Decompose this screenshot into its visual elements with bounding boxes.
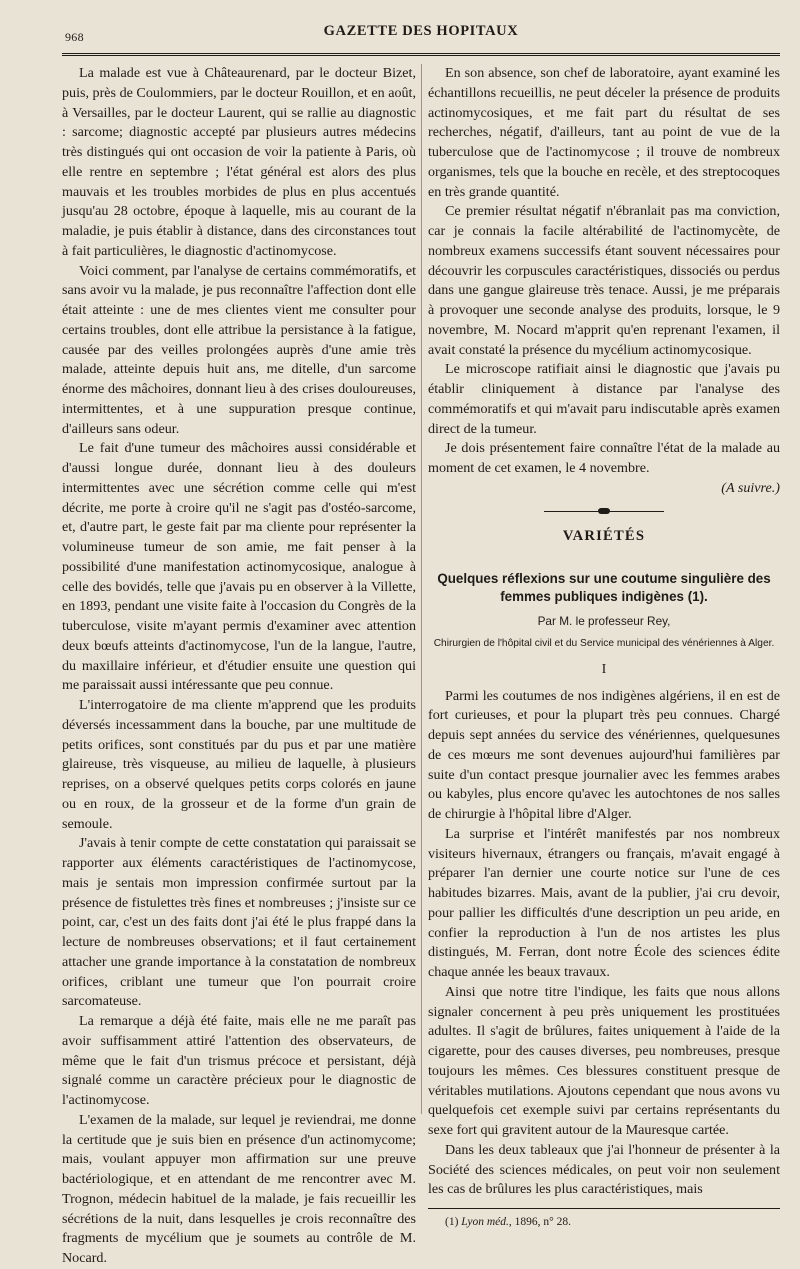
paragraph: L'examen de la malade, sur lequel je reviendrai, me donne la certitude que je suis bien en présence d'un actinomycome; mais, voulant appuyer mon affirmation sur une preuve bactériologique, et en attendant de me rencontrer avec M. Trognon, médecin habituel de la malade, je fais recueillir les sécrétions de la nuit, dans lesquelles je crois reconnaître des fragments de mycélium que je soumets au contrôle de M. Nocard. — [62, 1111, 416, 1266]
paragraph: Le microscope ratifiait ainsi le diagnostic que j'avais pu établir cliniquement à distance par l'analyse des commémoratifs et qui m'avait paru indiscutable après examen direct de la tumeur. — [428, 361, 780, 437]
paragraph: J'avais à tenir compte de cette constatation qui paraissait se rapporter aux éléments caractéristiques de l'actinomycose, mais je sentais mon impression confirmée surtout par la présence de fistulettes très fines et nombreuses ; j'insiste sur ce point, car, c'est un des faits dont j'ai été le plus frappé dans la lecture de nombreuses observations; et il faut certainement attacher une grande importance à la constatation de nombreux orifices, criblant une tumeur que l'on pourrait croire sarcomateuse. — [62, 835, 416, 1010]
paragraph: La remarque a déjà été faite, mais elle ne me paraît pas avoir suffisamment attiré l'attention des observateurs, de même que le fait d'un trismus précoce et persistant, déjà signalé comme un caractère précieux pour le diagnostic de l'actinomycose. — [62, 1013, 416, 1108]
paragraph: La surprise et l'intérêt manifestés par nos nombreux visiteurs hivernaux, étrangers ou français, m'avait engagé à préparer l'an dernier une courte notice sur l'une de ces habitudes bizarres. Mais, avant de la publier, j'ai cru devoir, pour pallier les difficultés d'une description un peu aride, en confier la reproduction à l'un de nos artistes les plus distingués, M. Ferran, dont notre École des sciences édite chaque année les beaux travaux. — [428, 825, 780, 980]
paragraph: L'interrogatoire de ma cliente m'apprend que les produits déversés incessamment dans la bouche, par une multitude de petits orifices, sont constitués par du pus et par une matière glaireuse, très visqueuse, au milieu de laquelle, à plusieurs reprises, on a observé quelques petits corps colorés en jaune ou en roux, de la grosseur et de la forme d'un grain de semoule. — [62, 697, 416, 832]
paragraph: Le fait d'une tumeur des mâchoires aussi considérable et d'aussi longue durée, donnant lieu à des douleurs intermittentes avec une sécrétion comme celle qui m'est décrite, me porte à croire qu'il ne s'agit pas d'ostéo-sarcome, et, d'autre part, le geste fait par ma cliente pour représenter la volumineuse tumeur de son amie, me fait penser à la possibilité d'une manifestation actinomycosique, analogue à celle des bovidés, telle que j'avais pu en observer à la Villette, en 1893, pendant une visite faite à l'occasion du Congrès de la tuberculose, visite m'ayant permis d'examiner avec attention deux bœufs atteints d'actinomycose, l'un de la langue, l'autre, du maxillaire inférieur, et d'étudier ensuite une question qui me paraissait aussi intéressante que peu connue. — [62, 440, 416, 694]
section-title: VARIÉTÉS — [562, 527, 646, 544]
right-column — [428, 64, 780, 1233]
to-be-continued: (A suivre.) — [721, 479, 780, 496]
paragraph: Ainsi que notre titre l'indique, les faits que nous allons signaler concernent à peu près uniquement les prostituées adultes. Il s'agit de brûlures, faites uniquement à l'aide de la cigarette, pour des causes diverses, peu nombreuses, presque toujours les mêmes. Ces blessures constituent presque de véritables mutilations. Ajoutons cependant que nous avons vu quelquefois cet exemple suivi par certains représentants du sexe fort qui gravitent autour de la Mauresque cartée. — [428, 983, 780, 1138]
footnote-citation: , 1896, n° 28. — [508, 1216, 571, 1228]
paragraph: En son absence, son chef de laboratoire, ayant examiné les échantillons recueillis, ne peut déceler la présence de produits actinomycosiques, et me fait part du résultat de ses recherches, négatif, d'ailleurs, tant au point de vue de la tuberculose que de l'actinomycose ; il trouve de nombreux organismes, tels que la bouche en recèle, et des streptocoques en très grande quantité. — [428, 65, 780, 200]
paragraph: Ce premier résultat négatif n'ébranlait pas ma conviction, car je connais la facile altérabilité de l'actinomycète, de nombreux examens successifs étant souvent nécessaires pour découvrir les corpuscules caractéristiques, dissociés ou perdus dans une gangue glaireuse très tenace. Aussi, je me préparais à provoquer une seconde analyse des produits, lorsque, le 9 novembre, M. Nocard m'apprit qu'en reprenant l'examen, il avait constaté la présence du mycélium actinomycosique. — [428, 203, 780, 358]
paragraph: La malade est vue à Châteaurenard, par le docteur Bizet, puis, près de Coulommiers, par le docteur Rouillon, et en août, à Versailles, par le docteur Laurent, qui se rallie au diagnostic : sarcome; diagnostic accepté par plusieurs autres médecins très distingués qui ont occasion de voir la patiente à Paris, où elle rentre en septembre ; l'état général est alors des plus mauvais et les troubles morbides de plus en plus accentués jusqu'au 28 octobre, époque à laquelle, mis au courant de la maladie, je puis établir à distance, dans des circonstances tout à fait particulières, le diagnostic d'actinomycose. — [62, 65, 416, 259]
column-divider — [421, 64, 422, 1114]
article-title: Quelques réflexions sur une coutume singulière des femmes publiques indigènes (1). — [437, 571, 771, 605]
page-number: 968 — [65, 30, 84, 44]
footnote — [428, 1213, 780, 1233]
page-header — [62, 20, 780, 44]
paragraph: Voici comment, par l'analyse de certains commémoratifs, et sans avoir vu la malade, je pus reconnaître l'affection dont elle était atteinte : une de mes clientes vient me consulter pour certains troubles, dont elle attribue la persistance à la fatigue, causée par des veilles prolongées auprès d'une amie très malade, atteinte depuis huit ans, me ditelle, d'un sarcome énorme des mâchoires, donnant lieu à des crises douloureuses, intermittentes, et à une suppuration presque continue, d'ailleurs sans odeur. — [62, 262, 416, 437]
author-affiliation: Chirurgien de l'hôpital civil et du Service municipal des vénériennes à Alger. — [433, 638, 775, 649]
footnote-source: Lyon méd. — [461, 1216, 509, 1228]
running-title: GAZETTE DES HOPITAUX — [323, 23, 519, 39]
chapter-numeral: I — [601, 661, 607, 677]
footnote-rule — [428, 1208, 780, 1209]
paragraph: Je dois présentement faire connaître l'état de la malade au moment de cet examen, le 4 novembre. — [428, 440, 780, 476]
paragraph: Dans les deux tableaux que j'ai l'honneur de présenter à la Société des sciences médicales, on peut voir non seulement les cas de brûlures les plus caractéristiques, mais — [428, 1141, 780, 1198]
footnote-marker: (1) — [445, 1216, 459, 1228]
article-author: Par M. le professeur Rey, — [537, 614, 671, 629]
header-rule — [62, 53, 780, 56]
ornament-divider — [544, 507, 664, 517]
left-column — [62, 64, 416, 1269]
paragraph: Parmi les coutumes de nos indigènes algériens, il en est de fort curieuses, et pour la plupart très peu connues. Chargé depuis sept années du service des vénériennes, quelquesunes de ces mœurs me sont devenues aujourd'hui familières par suite d'un contact presque journalier avec les femmes arabes ou kabyles, plus encore qu'avec les autochtones de nos salles de chirurgie à l'hôpital libre d'Alger. — [428, 687, 780, 822]
